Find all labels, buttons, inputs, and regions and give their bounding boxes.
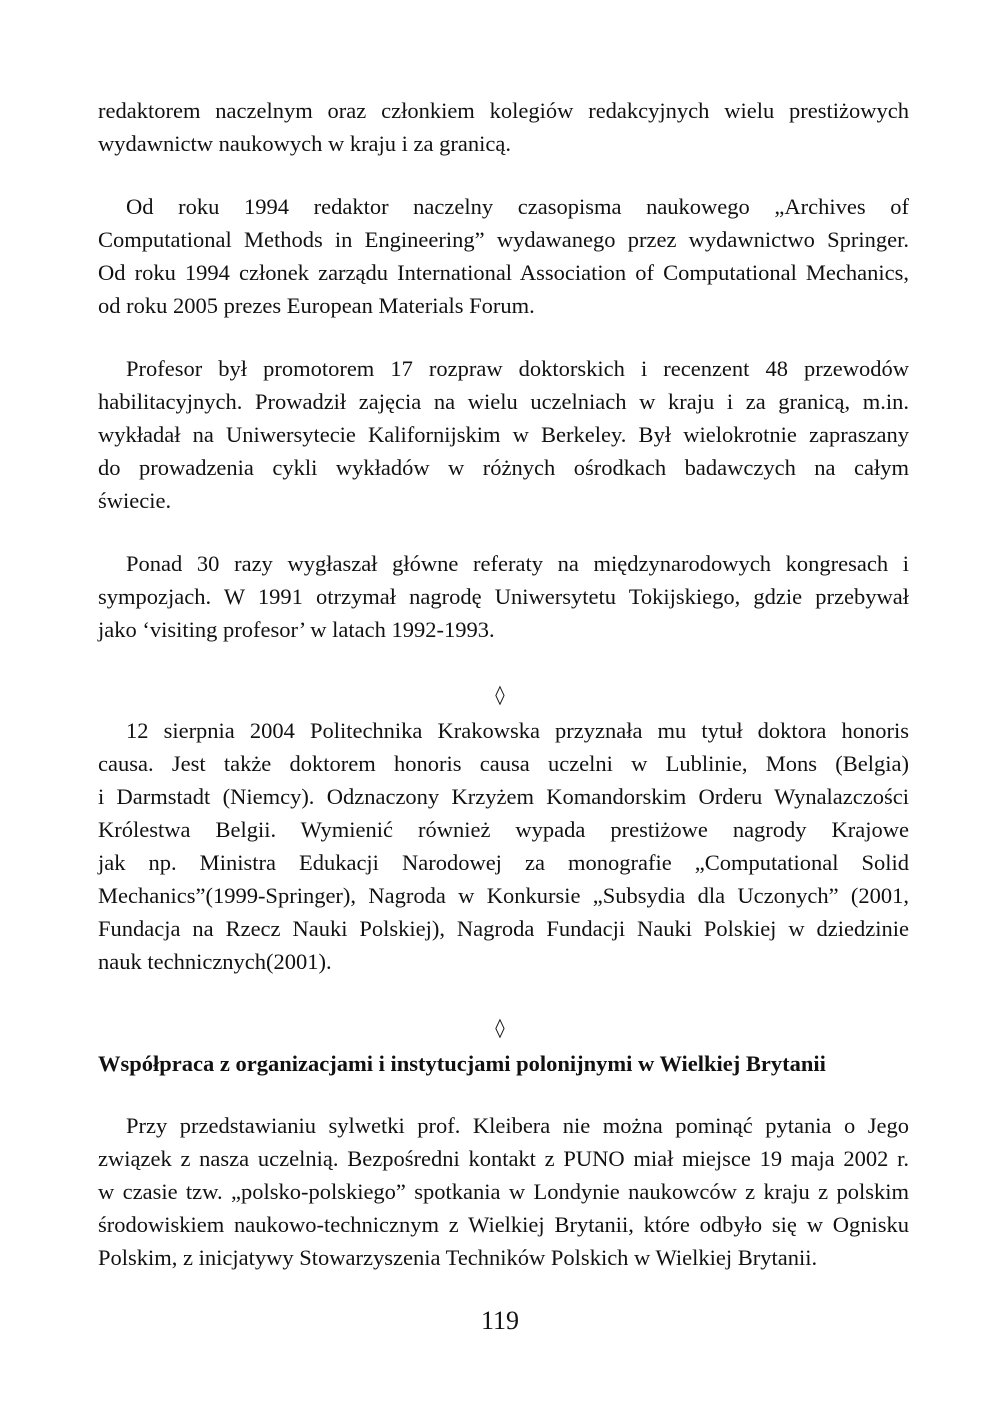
diamond-separator-icon: ◊ [495, 684, 505, 706]
text-line: causa. Jest także doktorem honoris causa uczelni w Lublinie, Mons (Belgia) [98, 751, 909, 776]
text-line: w czasie tzw. „polsko-polskiego” spotkania w Londynie naukowców z kraju z polskim [98, 1179, 909, 1204]
text-line: Od roku 1994 członek zarządu International Association of Computational Mechanics, [98, 260, 909, 285]
text-line: Ponad 30 razy wygłaszał główne referaty na międzynarodowych kongresach i [126, 551, 909, 576]
text-line: od roku 2005 prezes European Materials Forum. [98, 293, 535, 318]
text-line: Profesor był promotorem 17 rozpraw doktorskich i recenzent 48 przewodów [126, 356, 909, 381]
text-line: Królestwa Belgii. Wymienić również wypada prestiżowe nagrody Krajowe [98, 817, 909, 842]
page-number: 119 [480, 1306, 520, 1335]
text-line: 12 sierpnia 2004 Politechnika Krakowska przyznała mu tytuł doktora honoris [126, 718, 909, 743]
text-line: nauk technicznych(2001). [98, 949, 332, 974]
section-heading: Współpraca z organizacjami i instytucjami polonijnymi w Wielkiej Brytanii [98, 1051, 826, 1076]
text-line: Computational Methods in Engineering” wydawanego przez wydawnictwo Springer. [98, 227, 909, 252]
text-line: do prowadzenia cykli wykładów w różnych ośrodkach badawczych na całym [98, 455, 909, 480]
text-line: redaktorem naczelnym oraz członkiem kolegiów redakcyjnych wielu prestiżowych [98, 98, 909, 123]
text-line: Fundacja na Rzecz Nauki Polskiej), Nagroda Fundacji Nauki Polskiej w dziedzinie [98, 916, 909, 941]
text-line: Przy przedstawianiu sylwetki prof. Kleibera nie można pominąć pytania o Jego [126, 1113, 909, 1138]
text-line: habilitacyjnych. Prowadził zajęcia na wielu uczelniach w kraju i za granicą, m.in. [98, 389, 909, 414]
text-line: Polskim, z inicjatywy Stowarzyszenia Techników Polskich w Wielkiej Brytanii. [98, 1245, 818, 1270]
text-line: Od roku 1994 redaktor naczelny czasopisma naukowego „Archives of [126, 194, 909, 219]
text-line: i Darmstadt (Niemcy). Odznaczony Krzyżem Komandorskim Orderu Wynalazczości [98, 784, 909, 809]
diamond-separator-icon: ◊ [495, 1017, 505, 1039]
text-line: jak np. Ministra Edukacji Narodowej za monografie „Computational Solid [98, 850, 909, 875]
text-line: wydawnictw naukowych w kraju i za granicą. [98, 131, 511, 156]
text-line: związek z nasza uczelnią. Bezpośredni kontakt z PUNO miał miejsce 19 maja 2002 r. [98, 1146, 909, 1171]
text-line: Mechanics”(1999-Springer), Nagroda w Konkursie „Subsydia dla Uczonych” (2001, [98, 883, 909, 908]
text-line: sympozjach. W 1991 otrzymał nagrodę Uniwersytetu Tokijskiego, gdzie przebywał [98, 584, 909, 609]
text-line: środowiskiem naukowo-technicznym z Wielkiej Brytanii, które odbyło się w Ognisku [98, 1212, 909, 1237]
text-line: wykładał na Uniwersytecie Kalifornijskim w Berkeley. Był wielokrotnie zapraszany [98, 422, 909, 447]
text-line: jako ‘visiting profesor’ w latach 1992-1993. [98, 617, 495, 642]
text-line: świecie. [98, 488, 172, 513]
